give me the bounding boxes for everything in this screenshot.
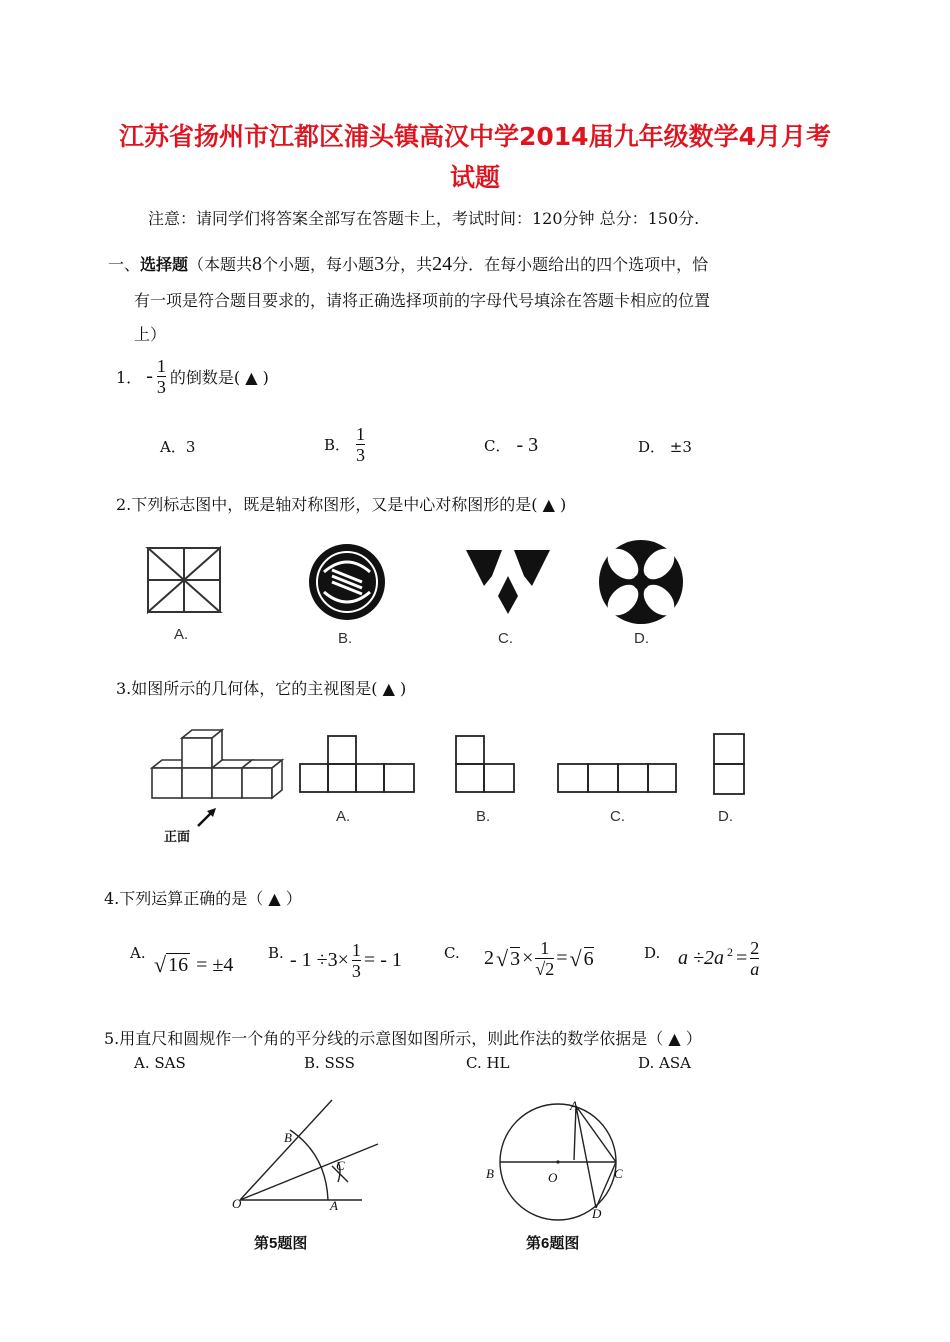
q5-option-b[interactable]: B. SSS [304,1054,355,1072]
section-line3: 上） [134,325,167,344]
q1-option-c-value: - 3 [516,434,539,456]
q4-option-b-label[interactable]: B. [268,944,284,962]
q4-a-result: = ±4 [196,953,234,976]
q4-b-left: - 1 ÷3× [290,949,349,971]
sqrt-sign-icon: √ [569,945,582,971]
q4-c-numerator: 1 [540,938,550,958]
fig6-point-a: A [570,1098,578,1113]
q1-b-numerator: 1 [356,424,366,444]
fig6-point-o: O [548,1170,558,1185]
q1-text: 的倒数是( ▲ ) [169,368,269,387]
q4-d-denominator: a [750,959,760,979]
view-option-b-icon [452,734,518,796]
q4-b-denominator: 3 [351,961,361,981]
q2-label-b[interactable]: B. [338,630,353,647]
section-text-2: 个小题，每小题 [262,255,375,274]
q2-label-d[interactable]: D. [634,630,649,647]
section-title: 选择题 [140,255,189,274]
q4-option-b-expr [290,940,402,981]
triangle-logo-icon [462,546,554,616]
mobile-logo-icon [304,542,390,622]
q1-b-denominator: 3 [356,445,366,465]
section-text-1: （本题共 [188,255,253,274]
q4-d-equals: = [735,947,748,969]
q1-frac-denominator: 3 [156,377,166,397]
fig5-caption: 第5题图 [254,1235,308,1252]
q1-negative: - [146,365,153,387]
q1-option-b-label: B． [324,436,351,454]
q4-b-fraction [352,940,361,981]
q4-d-left: a ÷2a [678,947,724,969]
q1-option-a[interactable]: A．3 [160,438,196,456]
fig5-point-c: C [336,1158,345,1173]
pinwheel-logo-icon [140,544,230,614]
fig5-point-a: A [330,1198,338,1213]
q1-option-b-fraction [356,424,365,465]
view-option-c-icon [554,762,680,796]
q3-label-b[interactable]: B. [476,808,491,825]
front-view-label: 正面 [164,829,191,844]
q1-number: 1． [116,368,143,387]
q4-c-equals: = [556,947,568,969]
section-line2: 有一项是符合题目要求的，请将正确选择项前的字母代号填涂在答题卡相应的位置 [134,291,711,310]
fig6-point-b: B [486,1166,494,1181]
q4-option-a-label[interactable]: A. [130,944,146,962]
q3-label-c[interactable]: C. [610,808,625,825]
q5-option-a[interactable]: A. SAS [134,1054,186,1072]
section-prefix: 一、 [108,255,141,274]
q5-option-d[interactable]: D. ASA [638,1054,691,1072]
section-text-3: 分，共 [384,255,433,274]
q1-option-c[interactable] [484,434,538,457]
fig6-point-d: D [592,1206,602,1221]
sqrt-sign-icon: √ [496,945,509,971]
fig5-point-b: B [284,1130,292,1145]
view-option-d-icon [710,732,750,796]
q4-c-radicand-1: 3 [510,947,521,970]
q2-label-a[interactable]: A. [174,626,189,643]
q4-c-radicand-2: 6 [583,947,594,970]
page-title-line2: 试题 [449,163,500,192]
solid-figure-icon [150,728,286,808]
question-count: 8 [252,253,263,275]
sqrt-sign-icon: √ [154,952,167,977]
q1-fraction [157,356,166,397]
q4-d-fraction [750,938,759,979]
question-5: 5.用直尺和圆规作一个角的平分线的示意图如图所示，则此作法的数学依据是（ ▲ ） [104,1029,702,1048]
question-4: 4.下列运算正确的是（ ▲ ） [104,889,302,908]
q5-option-c[interactable]: C. HL [466,1054,510,1072]
q4-c-fraction [535,938,554,979]
fig5-point-o: O [232,1196,242,1211]
q1-option-c-label: C． [484,437,511,455]
fig5-bisector-diagram [228,1090,388,1220]
per-score: 3 [374,253,385,275]
view-option-a-icon [296,734,420,796]
q4-c-times: × [522,947,534,969]
q4-option-c-expr [484,938,594,979]
q4-d-exponent: 2 [726,945,733,959]
circle-pattern-logo-icon [596,540,686,624]
q4-a-radicand: 16 [168,954,189,976]
q4-c-den-radicand: 2 [545,959,555,979]
question-2: 2.下列标志图中，既是轴对称图形，又是中心对称图形的是( ▲ ) [116,495,567,514]
total-score: 24 [432,253,453,275]
fig6-point-c: C [614,1166,623,1181]
q1-frac-numerator: 1 [156,356,166,376]
q4-option-a-expr [154,952,233,978]
q1-option-b[interactable] [324,424,365,465]
question-1 [116,356,269,397]
question-3: 3.如图所示的几何体，它的主视图是( ▲ ) [116,679,407,698]
q3-label-d[interactable]: D. [718,808,733,825]
fig6-caption: 第6题图 [526,1235,580,1252]
q1-option-d[interactable]: D． ±3 [638,438,692,456]
page-title: 江苏省扬州市江都区浦头镇高汉中学2014届九年级数学4月月考 [119,122,831,151]
q4-c-coef: 2 [484,947,494,969]
q4-d-numerator: 2 [750,938,760,958]
fig6-circle-diagram [496,1100,636,1224]
q4-option-d-label[interactable]: D. [644,944,661,962]
sqrt-sign-icon: √ [535,959,546,979]
q3-label-a[interactable]: A. [336,808,351,825]
section-text-4: 分．在每小题给出的四个选项中，恰 [452,255,709,274]
section-heading [108,252,708,276]
q4-option-d-expr [678,938,759,979]
q4-option-c-label[interactable]: C. [444,944,460,962]
q4-b-numerator: 1 [351,940,361,960]
front-arrow-icon [196,806,220,830]
q4-c-denominator [535,959,554,979]
q4-b-right: = - 1 [363,949,402,971]
notice-text: 注意：请同学们将答案全部写在答题卡上，考试时间：120分钟 总分：150分. [148,209,700,228]
q2-label-c[interactable]: C. [498,630,513,647]
